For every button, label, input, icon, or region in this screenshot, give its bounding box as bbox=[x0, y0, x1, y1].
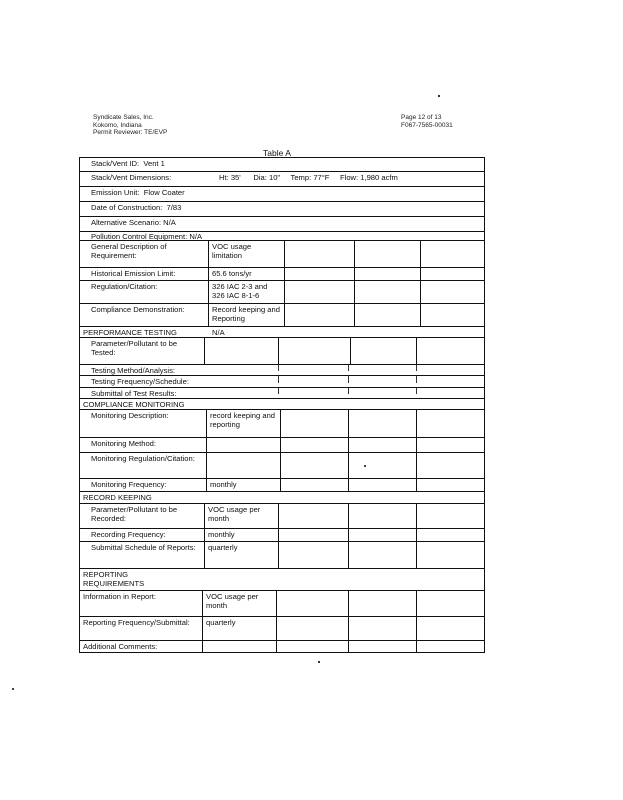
general-requirement-value: VOC usage limitation bbox=[212, 242, 252, 260]
stack-id: Stack/Vent ID: Vent 1 bbox=[91, 159, 165, 168]
row-general-requirement bbox=[80, 241, 484, 268]
header-right bbox=[401, 114, 453, 129]
recording-frequency-label: Recording Frequency: bbox=[91, 530, 166, 539]
submittal-results-label: Submittal of Test Results: bbox=[91, 389, 177, 398]
row-historical-limit bbox=[80, 268, 484, 281]
row-date-construction bbox=[80, 202, 484, 217]
scan-speck bbox=[438, 95, 440, 97]
testing-frequency-label: Testing Frequency/Schedule: bbox=[91, 377, 189, 386]
row-information-in-report bbox=[80, 591, 484, 617]
row-compliance-demonstration bbox=[80, 304, 484, 327]
historical-limit-value: 65.6 tons/yr bbox=[212, 269, 252, 278]
row-testing-method bbox=[80, 365, 484, 376]
emission-form-table bbox=[79, 157, 485, 653]
row-emission-unit bbox=[80, 187, 484, 202]
stack-dimensions-values: Ht: 35' Dia: 10" Temp: 77°F Flow: 1,980 acfm bbox=[219, 173, 398, 182]
row-submittal-schedule bbox=[80, 542, 484, 569]
row-monitoring-description bbox=[80, 410, 484, 438]
row-param-pollutant-tested bbox=[80, 338, 484, 365]
row-monitoring-method bbox=[80, 438, 484, 453]
compliance-demonstration-label: Compliance Demonstration: bbox=[91, 305, 185, 314]
reporting-frequency-value: quarterly bbox=[206, 618, 236, 627]
monitoring-description-value: record keeping and reporting bbox=[210, 411, 276, 429]
permit-reviewer: Permit Reviewer: TE/EVP bbox=[93, 129, 168, 136]
monitoring-frequency-value: monthly bbox=[210, 480, 237, 489]
information-in-report-label: Information in Report: bbox=[83, 592, 157, 601]
compliance-demonstration-value: Record keeping and Reporting bbox=[212, 305, 280, 323]
row-performance-testing bbox=[80, 327, 484, 338]
compliance-monitoring-heading: COMPLIANCE MONITORING bbox=[83, 400, 185, 409]
record-keeping-heading: RECORD KEEPING bbox=[83, 493, 152, 502]
row-monitoring-regulation bbox=[80, 453, 484, 479]
row-stack-dimensions bbox=[80, 172, 484, 187]
row-reporting-requirements bbox=[80, 569, 484, 591]
emission-unit: Emission Unit: Flow Coater bbox=[91, 188, 185, 197]
submittal-schedule-label: Submittal Schedule of Reports: bbox=[91, 543, 196, 552]
submittal-schedule-value: quarterly bbox=[208, 543, 238, 552]
general-requirement-label: General Description of Requirement: bbox=[91, 242, 167, 260]
monitoring-frequency-label: Monitoring Frequency: bbox=[91, 480, 167, 489]
param-pollutant-tested-label: Parameter/Pollutant to be Tested: bbox=[91, 339, 178, 357]
historical-limit-label: Historical Emission Limit: bbox=[91, 269, 176, 278]
additional-comments-label: Additional Comments: bbox=[83, 642, 158, 651]
regulation-value: 326 IAC 2-3 and 326 IAC 8-1-6 bbox=[212, 282, 268, 300]
recorded-parameter-label: Parameter/Pollutant to be Recorded: bbox=[91, 505, 178, 523]
row-record-keeping bbox=[80, 492, 484, 504]
information-in-report-value: VOC usage per month bbox=[206, 592, 259, 610]
row-monitoring-frequency bbox=[80, 479, 484, 492]
row-additional-comments bbox=[80, 641, 484, 652]
reporting-frequency-label: Reporting Frequency/Submittal: bbox=[83, 618, 190, 627]
performance-testing-value: N/A bbox=[212, 328, 225, 337]
monitoring-method-label: Monitoring Method: bbox=[91, 439, 157, 448]
scan-speck bbox=[12, 688, 14, 690]
reporting-requirements-heading: REPORTING REQUIREMENTS bbox=[83, 570, 145, 588]
row-stack-id bbox=[80, 158, 484, 172]
page-number: Page 12 of 13 bbox=[401, 114, 442, 121]
header-left bbox=[93, 114, 167, 137]
permit-number: F067-7565-00031 bbox=[401, 121, 453, 129]
date-of-construction: Date of Construction: 7/83 bbox=[91, 203, 182, 212]
scan-speck bbox=[318, 661, 320, 663]
performance-testing-heading: PERFORMANCE TESTING bbox=[83, 328, 177, 337]
table-title: Table A bbox=[263, 148, 291, 158]
stack-dimensions-label: Stack/Vent Dimensions: bbox=[91, 173, 172, 182]
row-compliance-monitoring bbox=[80, 399, 484, 410]
pollution-control-equipment: Pollution Control Equipment: N/A bbox=[91, 232, 203, 240]
alternative-scenario: Alternative Scenario: N/A bbox=[91, 218, 176, 227]
row-reporting-frequency bbox=[80, 617, 484, 641]
row-regulation bbox=[80, 281, 484, 304]
regulation-label: Regulation/Citation: bbox=[91, 282, 158, 291]
company-name: Syndicate Sales, Inc. bbox=[93, 114, 154, 121]
recording-frequency-value: monthly bbox=[208, 530, 235, 539]
row-testing-frequency bbox=[80, 376, 484, 388]
monitoring-description-label: Monitoring Description: bbox=[91, 411, 169, 420]
scan-speck bbox=[364, 465, 366, 467]
row-recording-frequency bbox=[80, 529, 484, 542]
row-recorded-parameter bbox=[80, 504, 484, 529]
row-alternative-scenario bbox=[80, 217, 484, 232]
testing-method-label: Testing Method/Analysis: bbox=[91, 366, 175, 375]
row-submittal-results bbox=[80, 388, 484, 399]
recorded-parameter-value: VOC usage per month bbox=[208, 505, 261, 523]
company-location: Kokomo, Indiana bbox=[93, 121, 142, 129]
row-pollution-control bbox=[80, 232, 484, 241]
monitoring-regulation-label: Monitoring Regulation/Citation: bbox=[91, 454, 195, 463]
